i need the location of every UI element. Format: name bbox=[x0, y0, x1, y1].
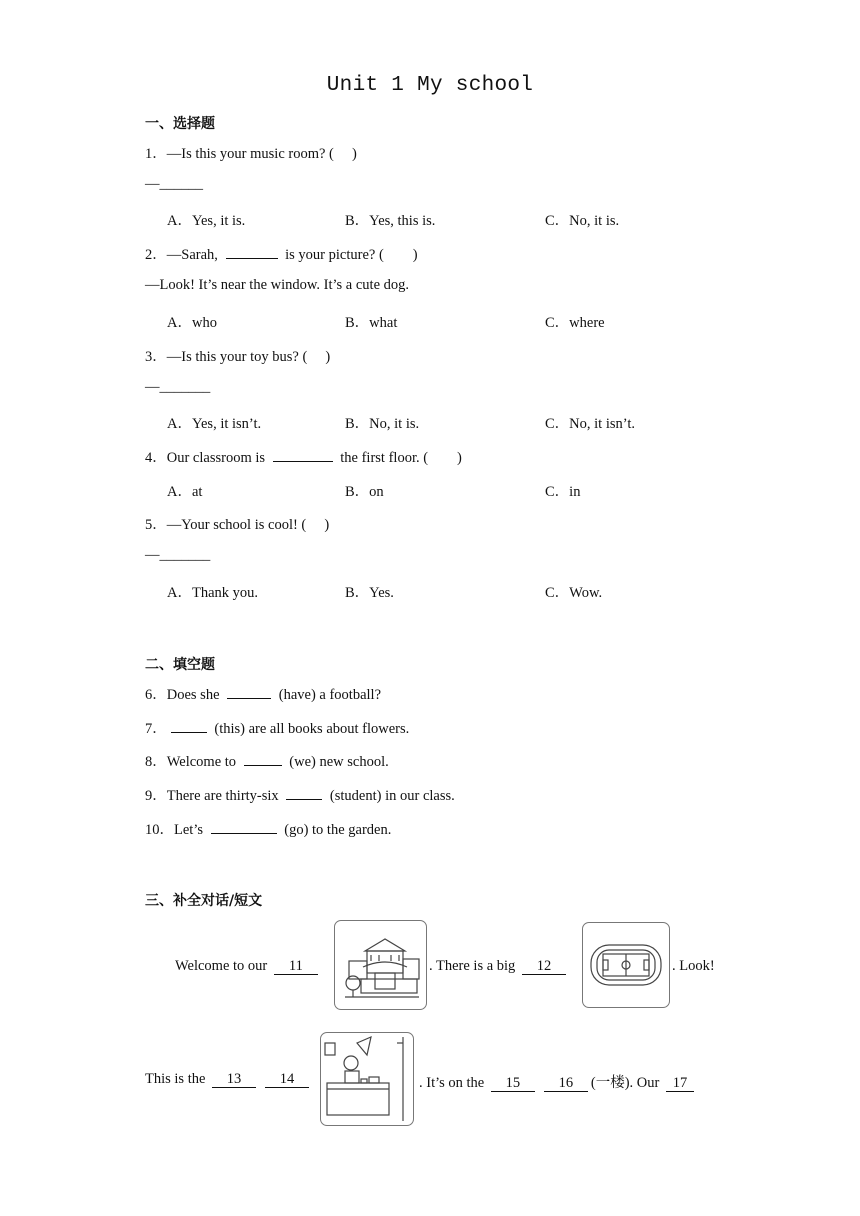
option-a[interactable]: A．Yes, it isn’t. bbox=[167, 416, 262, 432]
answer-blank[interactable] bbox=[226, 246, 278, 259]
question-4-options bbox=[145, 480, 765, 500]
answer-blank[interactable] bbox=[211, 821, 277, 834]
fill-question-7-pre: 7． bbox=[145, 721, 167, 737]
option-b[interactable]: B．Yes. bbox=[345, 585, 394, 601]
fill-question-6-pre: 6．Does she bbox=[145, 687, 224, 703]
question-4-post: the first floor. ( ) bbox=[336, 450, 462, 466]
fill-question-10-post: (go) to the garden. bbox=[280, 822, 392, 838]
answer-blank-16[interactable]: 16 bbox=[544, 1076, 588, 1092]
playground-picture bbox=[582, 922, 670, 1008]
question-2-post: is your picture? ( ) bbox=[281, 247, 418, 263]
fill-question-8-pre: 8．Welcome to bbox=[145, 754, 240, 770]
question-4-pre: 4．Our classroom is bbox=[145, 450, 269, 466]
option-c[interactable]: C．in bbox=[545, 484, 581, 500]
fill-question-6 bbox=[145, 683, 381, 704]
fill-question-7-post: (this) are all books about flowers. bbox=[210, 721, 410, 737]
passage-text: This is the bbox=[145, 1071, 210, 1087]
passage-text: . There is a big bbox=[429, 958, 519, 974]
fill-question-10 bbox=[145, 818, 391, 839]
question-3: 3．—Is this your toy bus? ( ) bbox=[145, 349, 331, 365]
teachers-office-icon bbox=[321, 1033, 413, 1125]
answer-blank[interactable] bbox=[286, 787, 322, 800]
question-2-options bbox=[145, 311, 765, 331]
answer-blank-11[interactable]: 11 bbox=[274, 959, 318, 975]
school-building-icon bbox=[335, 921, 426, 1009]
option-c[interactable]: C．No, it isn’t. bbox=[545, 416, 635, 432]
passage-line-1-b bbox=[429, 958, 569, 975]
answer-blank[interactable] bbox=[273, 449, 333, 462]
question-1-options bbox=[145, 209, 765, 229]
option-b[interactable]: B．what bbox=[345, 315, 398, 331]
option-a[interactable]: A．who bbox=[167, 315, 217, 331]
fill-question-9-post: (student) in our class. bbox=[326, 788, 455, 804]
option-c[interactable]: C．No, it is. bbox=[545, 213, 620, 229]
passage-line-1-c: . Look! bbox=[672, 958, 715, 974]
answer-blank[interactable] bbox=[244, 753, 282, 766]
question-3-options bbox=[145, 412, 765, 432]
passage-line-1-a bbox=[175, 958, 321, 975]
question-1-reply: —______ bbox=[145, 176, 203, 192]
section-heading-choice: 一、选择题 bbox=[145, 116, 215, 132]
answer-blank[interactable] bbox=[227, 686, 271, 699]
question-5: 5．—Your school is cool! ( ) bbox=[145, 517, 330, 533]
fill-question-9 bbox=[145, 784, 455, 805]
option-a[interactable]: A．Thank you. bbox=[167, 585, 259, 601]
question-1: 1．—Is this your music room? ( ) bbox=[145, 146, 357, 162]
passage-text: . It’s on the bbox=[419, 1075, 488, 1091]
fill-question-10-pre: 10．Let’s bbox=[145, 822, 207, 838]
option-a[interactable]: A．at bbox=[167, 484, 203, 500]
answer-blank-12[interactable]: 12 bbox=[522, 959, 566, 975]
section-heading-passage: 三、补全对话/短文 bbox=[145, 893, 263, 909]
question-3-reply: —_______ bbox=[145, 379, 211, 395]
passage-text: (一楼). Our bbox=[590, 1075, 663, 1091]
option-a[interactable]: A．Yes, it is. bbox=[167, 213, 246, 229]
answer-blank[interactable] bbox=[171, 720, 207, 733]
option-c[interactable]: C．where bbox=[545, 315, 605, 331]
question-2 bbox=[145, 243, 418, 264]
answer-blank-14[interactable]: 14 bbox=[265, 1072, 309, 1088]
question-2-pre: 2．—Sarah, bbox=[145, 247, 222, 263]
option-b[interactable]: B．on bbox=[345, 484, 384, 500]
question-5-reply: —_______ bbox=[145, 547, 211, 563]
fill-question-6-post: (have) a football? bbox=[275, 687, 382, 703]
answer-blank-17[interactable]: 17 bbox=[666, 1076, 694, 1092]
passage-line-2-b bbox=[419, 1071, 697, 1092]
fill-question-9-pre: 9．There are thirty-six bbox=[145, 788, 283, 804]
office-picture bbox=[320, 1032, 414, 1126]
section-heading-fill: 二、填空题 bbox=[145, 657, 215, 673]
question-2-reply: —Look! It’s near the window. It’s a cute dog. bbox=[145, 277, 410, 293]
question-4 bbox=[145, 446, 462, 467]
question-5-options bbox=[145, 581, 765, 601]
passage-text: Welcome to our bbox=[175, 958, 271, 974]
playground-field-icon bbox=[583, 923, 669, 1007]
fill-question-7 bbox=[145, 717, 409, 738]
page-title: Unit 1 My school bbox=[326, 74, 534, 97]
answer-blank-13[interactable]: 13 bbox=[212, 1072, 256, 1088]
passage-line-2-a bbox=[145, 1071, 312, 1088]
option-b[interactable]: B．Yes, this is. bbox=[345, 213, 436, 229]
answer-blank-15[interactable]: 15 bbox=[491, 1076, 535, 1092]
option-b[interactable]: B．No, it is. bbox=[345, 416, 420, 432]
fill-question-8 bbox=[145, 750, 389, 771]
option-c[interactable]: C．Wow. bbox=[545, 585, 603, 601]
school-building-picture bbox=[334, 920, 427, 1010]
fill-question-8-post: (we) new school. bbox=[285, 754, 389, 770]
